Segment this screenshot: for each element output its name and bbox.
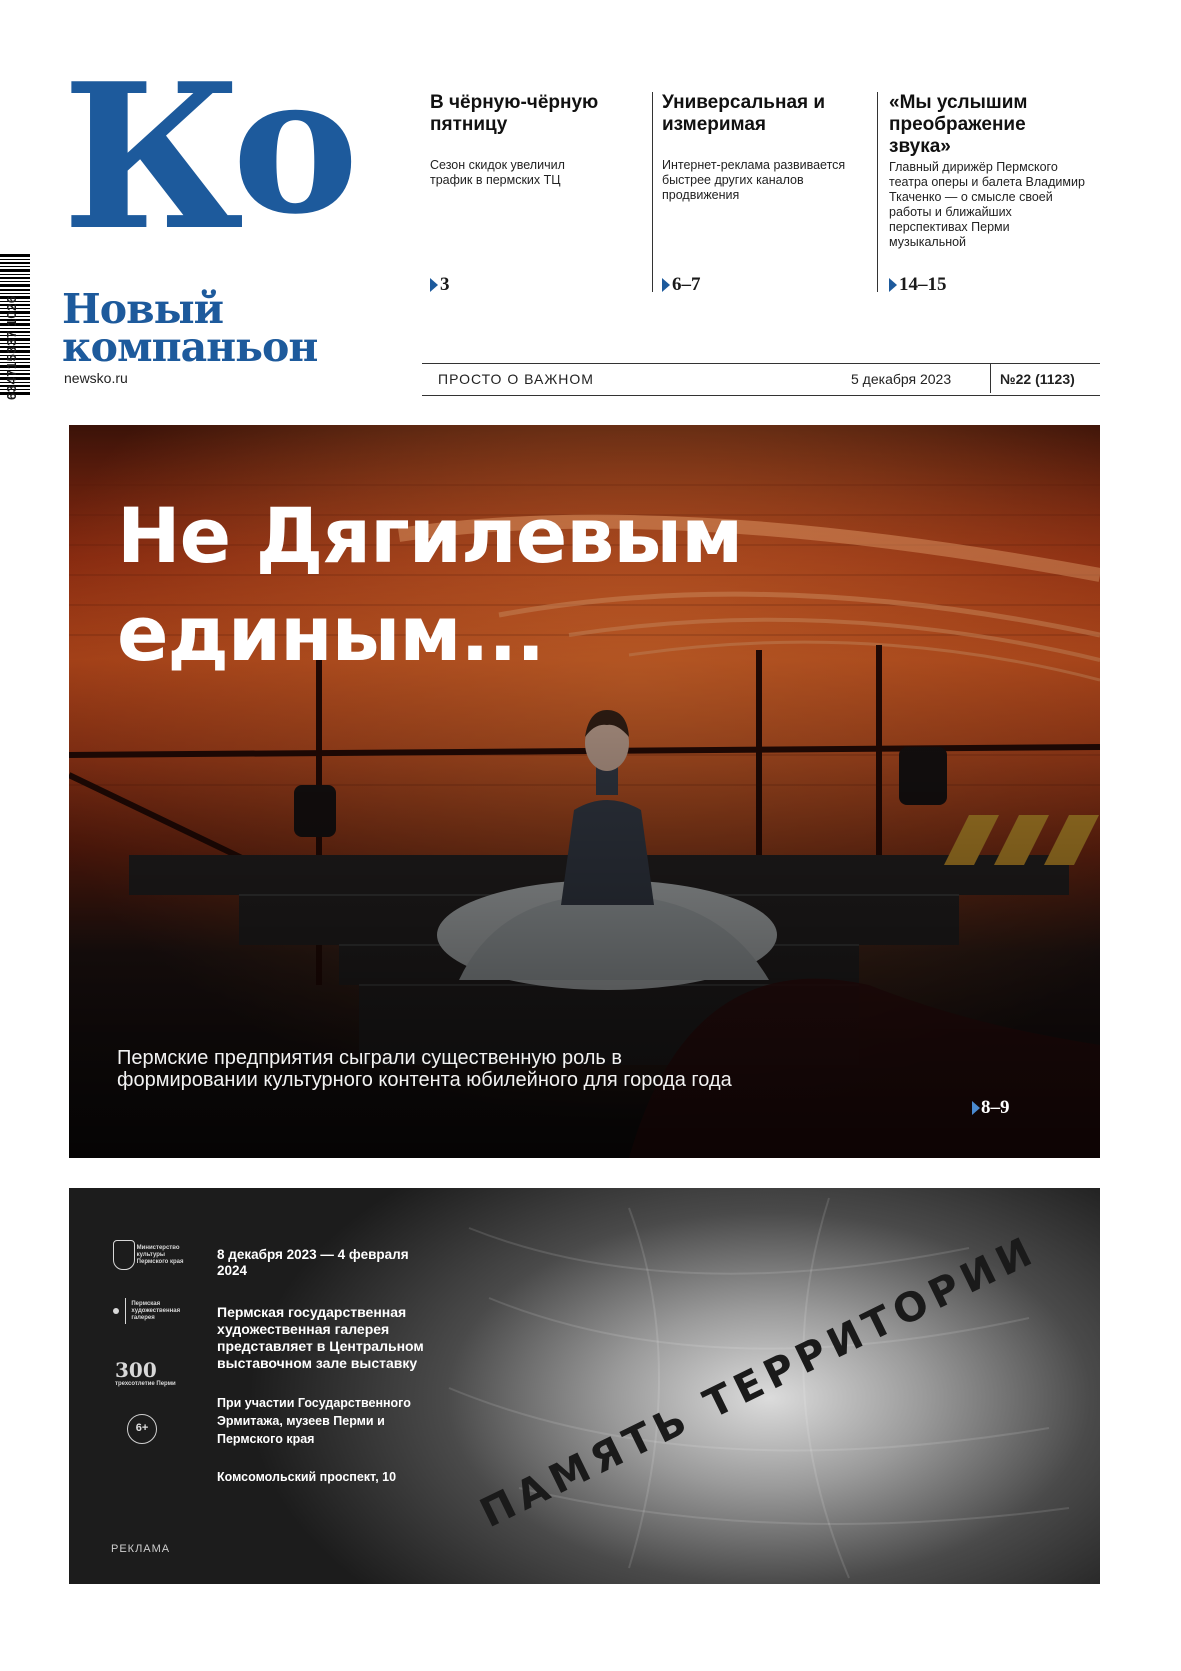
exhibition-address: Комсомольский проспект, 10 bbox=[217, 1470, 397, 1484]
teaser-text: Сезон скидок увеличил трафик в пермских ТЦ bbox=[430, 158, 565, 187]
ministry-logo-text: Министерство культуры Пермского края bbox=[136, 1244, 184, 1265]
exhibition-advertisement[interactable] bbox=[69, 1188, 1100, 1584]
site-link[interactable]: newsko.ru bbox=[64, 370, 128, 386]
gallery-logo bbox=[113, 1298, 191, 1324]
issue-number: №22 (1123) bbox=[1000, 371, 1075, 387]
newspaper-name bbox=[62, 285, 318, 371]
artwork-text: ПАМЯТЬ ТЕРРИТОРИИ bbox=[473, 1226, 1045, 1537]
infobar-divider bbox=[990, 363, 991, 393]
cover-headline-line1: Не Дягилевым bbox=[117, 491, 743, 580]
logo-letter-o: о bbox=[232, 33, 359, 256]
column-divider bbox=[877, 92, 878, 292]
perm-300-logo: 300 bbox=[115, 1358, 157, 1382]
teaser-title: В чёрную-чёрную пятницу bbox=[430, 92, 599, 135]
page-arrow-icon bbox=[662, 278, 670, 292]
cover-lead: Пермские предприятия сыграли существенную роль в формировании культурного контента юбилейного для города года bbox=[117, 1047, 732, 1091]
slogan: ПРОСТО О ВАЖНОМ bbox=[438, 371, 594, 387]
barcode-number: 634715337 1026 bbox=[4, 295, 19, 400]
newspaper-name-line2: компаньон bbox=[62, 323, 318, 371]
teaser-text: Главный дирижёр Пермского театра оперы и балета Владимир Ткаченко — о смысле своей работы и ближайших перспективах Перми музыкальной bbox=[889, 160, 1085, 249]
page-arrow-icon bbox=[889, 278, 897, 292]
ad-label: РЕКЛАМА bbox=[111, 1543, 171, 1555]
page-arrow-icon bbox=[430, 278, 438, 292]
exhibition-dates: 8 декабря 2023 — 4 февраля 2024 bbox=[217, 1247, 409, 1278]
issue-date: 5 декабря 2023 bbox=[851, 371, 952, 387]
teaser-page: 3 bbox=[440, 274, 450, 295]
infobar-top-rule bbox=[422, 363, 1100, 364]
infobar-bottom-rule bbox=[422, 395, 1100, 396]
ministry-logo bbox=[113, 1240, 197, 1270]
teaser-internet-ads[interactable] bbox=[662, 92, 870, 302]
cover-photo[interactable] bbox=[69, 425, 1100, 1158]
cover-headline bbox=[117, 487, 1017, 683]
page-arrow-icon bbox=[972, 1101, 980, 1115]
teaser-title: «Мы услышим преображение звука» bbox=[889, 92, 1028, 157]
masthead-logo[interactable] bbox=[62, 33, 362, 275]
column-divider bbox=[652, 92, 653, 292]
teaser-page: 14–15 bbox=[899, 274, 947, 295]
teaser-conductor-interview[interactable] bbox=[889, 92, 1094, 302]
age-rating-badge: 6+ bbox=[127, 1414, 157, 1444]
perm-300-caption: трехсотлетие Перми bbox=[115, 1381, 176, 1387]
teaser-black-friday[interactable] bbox=[430, 92, 638, 302]
teaser-text: Интернет-реклама развивается быстрее других каналов продвижения bbox=[662, 158, 846, 202]
logo-letter-k: К bbox=[62, 40, 244, 275]
exhibition-description: Пермская государственная художественная галерея представляет в Центральном выставочном зале выставку bbox=[217, 1304, 424, 1371]
cover-story-page: 8–9 bbox=[981, 1097, 1010, 1118]
cover-headline-line2: единым... bbox=[117, 589, 545, 678]
gallery-logo-text: Пермская художественная галерея bbox=[131, 1300, 181, 1321]
newspaper-name-line1: Новый bbox=[62, 285, 224, 333]
teaser-page: 6–7 bbox=[672, 274, 701, 295]
teaser-title: Универсальная и измеримая bbox=[662, 92, 826, 135]
exhibition-partners: При участии Государственного Эрмитажа, музеев Перми и Пермского края bbox=[217, 1396, 411, 1446]
